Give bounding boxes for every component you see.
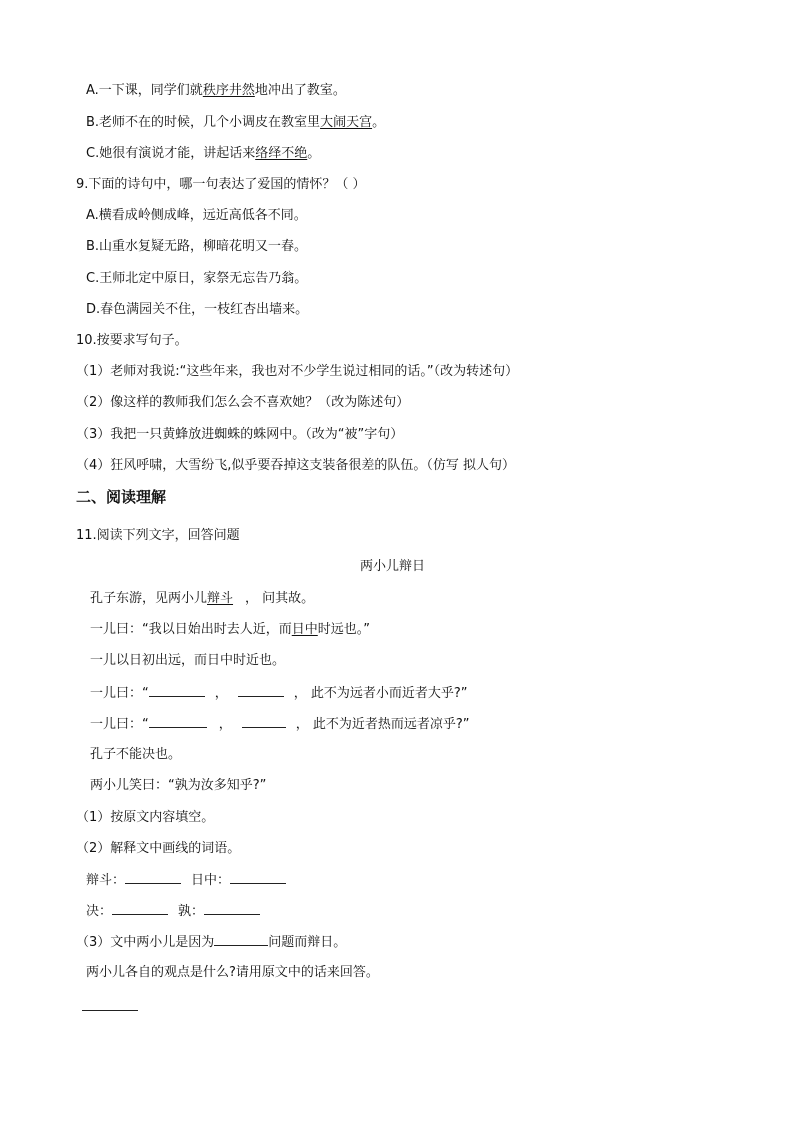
- q8-option-c-post: 。: [307, 146, 321, 161]
- passage-p5-mid: ，: [218, 717, 232, 732]
- word-jue-label: 决：: [86, 904, 113, 919]
- q9-stem: 9.下面的诗句中，哪一句表达了爱国的情怀？（ ）: [76, 177, 366, 192]
- passage-paragraph-3: 一儿以日初出远，而日中时近也。: [90, 653, 286, 668]
- passage-paragraph-5: [90, 715, 470, 734]
- q11-sub-3-question: 两小儿各自的观点是什么?请用原文中的话来回答。: [86, 965, 379, 980]
- word-ri-zhong-label: 日中：: [191, 873, 231, 888]
- passage-paragraph-4: [90, 684, 468, 703]
- q9-option-b: B.山重水复疑无路，柳暗花明又一春。: [86, 239, 308, 254]
- answer-blank-bian-dou[interactable]: [125, 871, 181, 884]
- q8-option-c: [86, 145, 320, 163]
- q8-option-a-post: 地冲出了教室。: [254, 83, 346, 98]
- passage-p4-mid: ，: [214, 686, 228, 701]
- q8-option-b-underlined: 大闹天宫: [320, 115, 373, 130]
- answer-blank-shu[interactable]: [204, 902, 260, 915]
- blank-line[interactable]: [242, 715, 286, 728]
- q10-sentence-3: （3）我把一只黄蜂放进蜘蛛的蛛网中。（改为“被”字句）: [76, 427, 404, 442]
- answer-blank-viewpoints[interactable]: [82, 1010, 138, 1011]
- passage-p1-pre: 孔子东游，见两小儿: [90, 591, 208, 606]
- passage-p4-pre: 一儿曰：“: [90, 686, 149, 701]
- q8-option-b-pre: B.老师不在的时候，几个小调皮在教室里: [86, 115, 321, 130]
- q11-sub-1: （1）按原文内容填空。: [76, 810, 215, 825]
- q11-sub-3-pre: （3）文中两小儿是因为: [76, 935, 215, 950]
- word-explain-row-2: [86, 902, 260, 921]
- passage-p1-post: ， 问其故。: [245, 591, 315, 606]
- answer-blank-jue[interactable]: [112, 902, 168, 915]
- q8-option-c-pre: C.她很有演说才能，讲起话来: [86, 146, 256, 161]
- q8-option-a-pre: A.一下课，同学们就: [86, 83, 203, 98]
- blank-line[interactable]: [149, 715, 207, 728]
- passage-paragraph-1: [90, 590, 314, 608]
- q11-sub-3: [76, 933, 346, 952]
- passage-paragraph-6: 孔子不能决也。: [90, 747, 182, 762]
- q9-option-a: A.横看成岭侧成峰，远近高低各不同。: [86, 208, 307, 223]
- passage-p2-underlined: 日中: [291, 622, 318, 637]
- q9-option-c: C.王师北定中原日，家祭无忘告乃翁。: [86, 271, 308, 286]
- q8-option-b-post: 。: [372, 115, 386, 130]
- word-explain-row-1: [86, 871, 286, 890]
- q10-stem: 10.按要求写句子。: [76, 333, 188, 348]
- q8-option-b: [86, 114, 385, 132]
- passage-p5-post: ， 此不为近者热而远者凉乎?”: [295, 717, 470, 732]
- passage-paragraph-2: [90, 621, 370, 639]
- passage-p4-post: ， 此不为远者小而近者大乎?”: [293, 686, 468, 701]
- q11-stem: 11.阅读下列文字，回答问题: [76, 528, 240, 543]
- passage-p1-underlined: 辩斗: [207, 591, 234, 606]
- q8-option-a: [86, 82, 346, 100]
- q10-sentence-4: （4）狂风呼啸，大雪纷飞,似乎要吞掉这支装备很差的队伍。（仿写 拟人句）: [76, 458, 516, 473]
- passage-title: 两小儿辩日: [360, 559, 426, 574]
- word-shu-label: 孰：: [178, 904, 205, 919]
- passage-p5-pre: 一儿曰：“: [90, 717, 149, 732]
- answer-blank-ri-zhong[interactable]: [230, 871, 286, 884]
- answer-blank-reason[interactable]: [214, 933, 268, 946]
- word-bian-dou-label: 辩斗：: [86, 873, 126, 888]
- blank-line[interactable]: [238, 684, 284, 697]
- q8-option-a-underlined: 秩序井然: [202, 83, 255, 98]
- passage-p2-post: 时远也。”: [317, 622, 371, 637]
- q9-option-d: D.春色满园关不住，一枝红杏出墙来。: [86, 302, 309, 317]
- q11-sub-2: （2）解释文中画线的词语。: [76, 841, 241, 856]
- passage-paragraph-7: 两小儿笑曰：“孰为汝多知乎?”: [90, 778, 267, 793]
- blank-line[interactable]: [149, 684, 205, 697]
- q8-option-c-underlined: 络绎不绝: [255, 146, 308, 161]
- q10-sentence-1: （1）老师对我说:“这些年来，我也对不少学生说过相同的话。”（改为转述句）: [76, 364, 519, 379]
- q11-sub-3-post: 问题而辩日。: [268, 935, 347, 950]
- passage-p2-pre: 一儿曰：“我以日始出时去人近，而: [90, 622, 292, 637]
- section-heading-reading: 二、阅读理解: [76, 488, 167, 506]
- q10-sentence-2: （2）像这样的教师我们怎么会不喜欢她？（改为陈述句）: [76, 395, 410, 410]
